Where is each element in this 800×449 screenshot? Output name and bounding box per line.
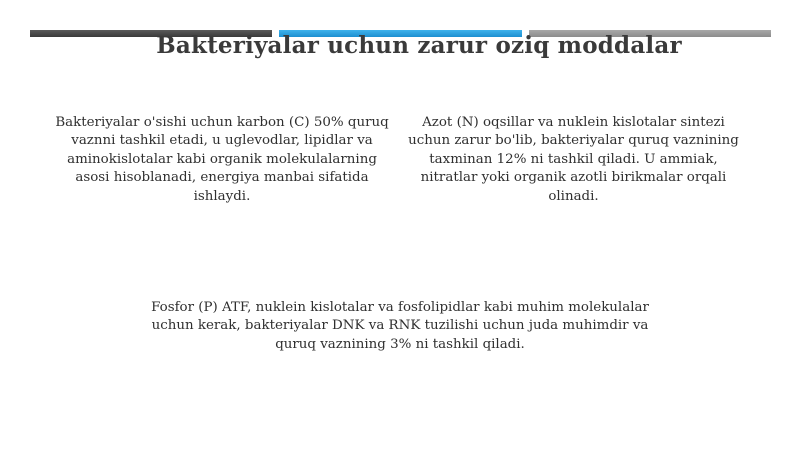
paragraph-phosphorus: Fosfor (P) ATF, nuklein kislotalar va fosfolipidlar kabi muhim molekulalar uchun kerak, bakteriyalar DNK va RNK tuzilishi uchun juda muhimdir va quruq vaznining 3% ni tashkil qiladi. bbox=[151, 300, 649, 352]
paragraph-carbon: Bakteriyalar o'sishi uchun karbon (C) 50% quruq vaznni tashkil etadi, u uglevodlar, lipidlar va aminokislotalar kabi organik molekulalarning asosi hisoblanadi, energiya manbai sifatida ishlaydi. bbox=[55, 115, 389, 204]
slide-title: Bakteriyalar uchun zarur oziq moddalar bbox=[156, 32, 682, 59]
paragraph-nitrogen: Azot (N) oqsillar va nuklein kislotalar sintezi uchun zarur bo'lib, bakteriyalar quruq vaznining taxminan 12% ni tashkil qiladi. U ammiak, nitratlar yoki organik azotli birikmalar orqali olinadi. bbox=[408, 115, 739, 204]
